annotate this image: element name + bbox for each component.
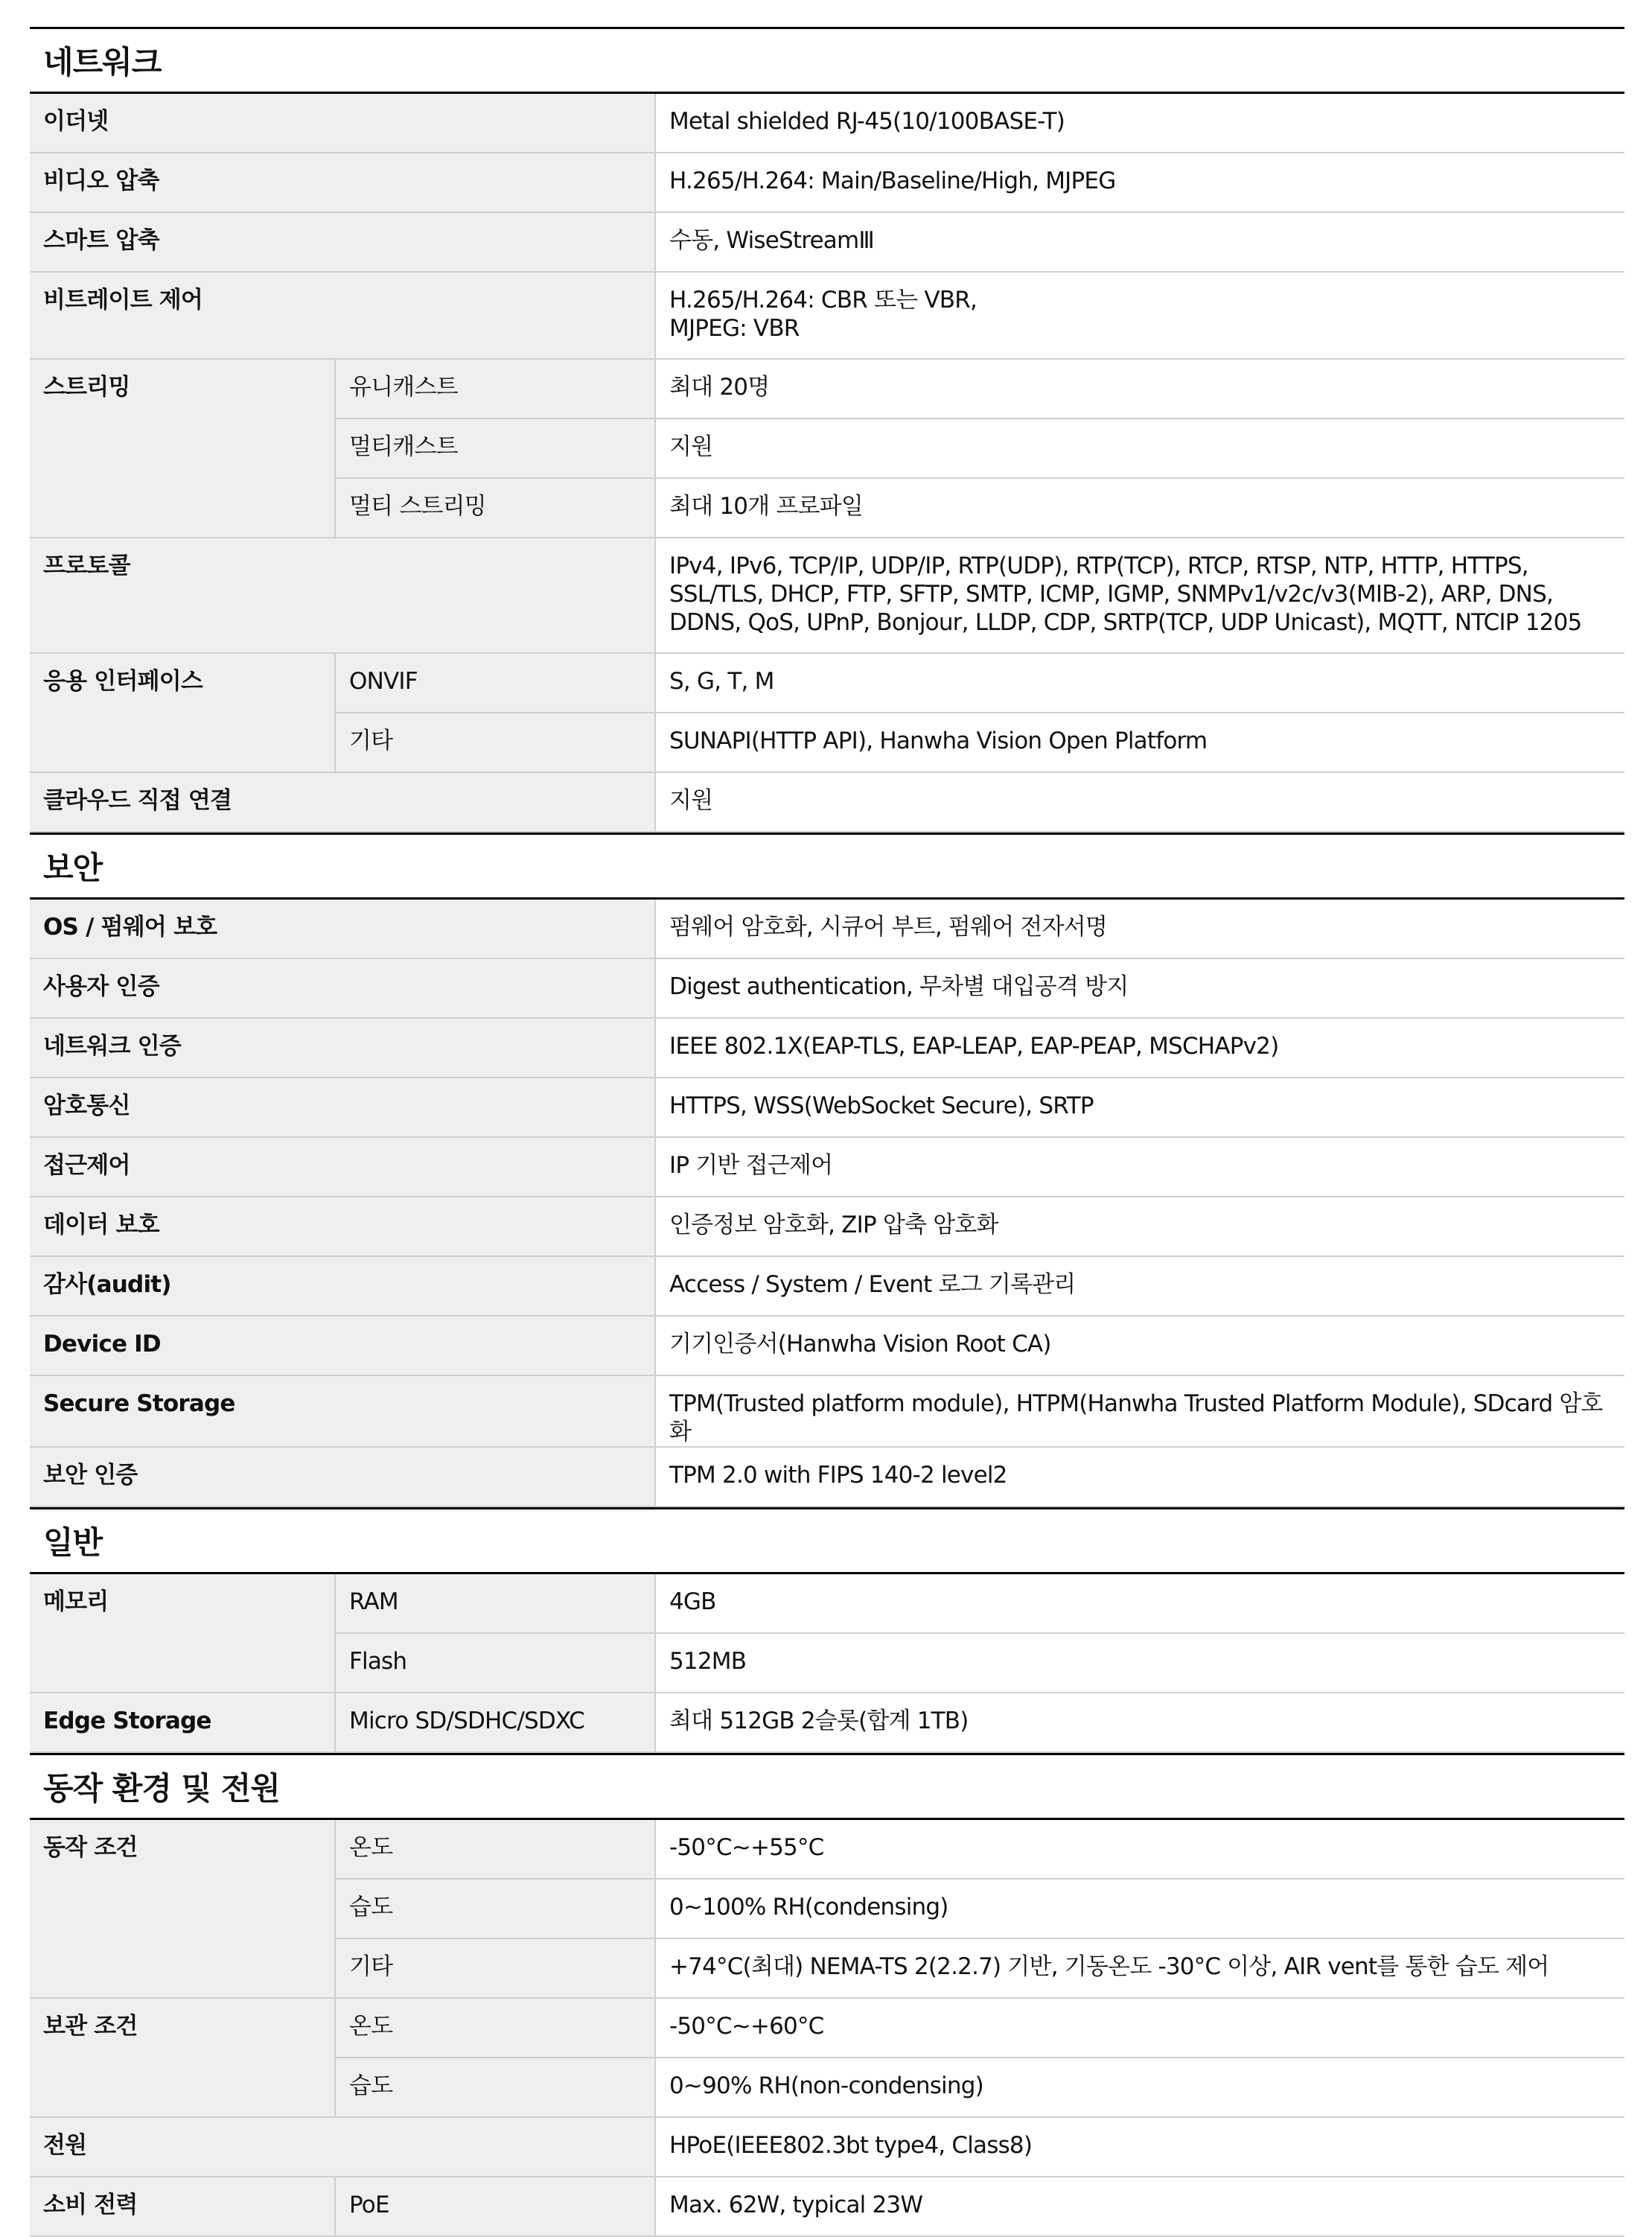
- spec-value: HTTPS, WSS(WebSocket Secure), SRTP: [655, 1078, 1624, 1137]
- section-title: 동작 환경 및 전원: [30, 1753, 1624, 1820]
- table-row: [30, 653, 1624, 713]
- spec-label: 프로토콜: [30, 538, 655, 653]
- spec-label: 비트레이트 제어: [30, 272, 655, 359]
- spec-label: 메모리: [30, 1574, 335, 1693]
- table-row: [30, 1256, 1624, 1316]
- table-row: [30, 1447, 1624, 1506]
- spec-sublabel: 온도: [335, 1998, 655, 2058]
- spec-sheet: [30, 27, 1624, 2237]
- spec-value: -50°C~+60°C: [655, 1998, 1624, 2058]
- spec-value: S, G, T, M: [655, 653, 1624, 713]
- table-row: [30, 958, 1624, 1018]
- table-row: [30, 1820, 1624, 1879]
- spec-value: TPM 2.0 with FIPS 140-2 level2: [655, 1447, 1624, 1506]
- spec-label: 네트워크 인증: [30, 1018, 655, 1078]
- table-row: [30, 94, 1624, 153]
- spec-value: 지원: [655, 419, 1624, 478]
- spec-sublabel: 유니캐스트: [335, 359, 655, 419]
- spec-label: 보안 인증: [30, 1447, 655, 1506]
- table-row: [30, 1018, 1624, 1078]
- spec-value: +74°C(최대) NEMA-TS 2(2.2.7) 기반, 기동온도 -30°C 이상, AIR vent를 통한 습도 제어: [655, 1938, 1624, 1998]
- spec-label: 클라우드 직접 연결: [30, 772, 655, 832]
- table-row: [30, 772, 1624, 832]
- spec-sublabel: 기타: [335, 1938, 655, 1998]
- spec-value: IP 기반 접근제어: [655, 1137, 1624, 1197]
- spec-label: 스마트 압축: [30, 212, 655, 272]
- spec-sublabel: 멀티 스트리밍: [335, 478, 655, 538]
- table-row: [30, 538, 1624, 653]
- spec-value: 수동, WiseStreamⅢ: [655, 212, 1624, 272]
- spec-value: 인증정보 암호화, ZIP 압축 암호화: [655, 1197, 1624, 1256]
- table-row: [30, 212, 1624, 272]
- spec-label: Secure Storage: [30, 1375, 655, 1447]
- table-row: [30, 1316, 1624, 1375]
- spec-value: 최대 512GB 2슬롯(합계 1TB): [655, 1693, 1624, 1752]
- spec-table: [30, 94, 1624, 833]
- table-row: [30, 1574, 1624, 1633]
- spec-value: HPoE(IEEE802.3bt type4, Class8): [655, 2117, 1624, 2177]
- spec-value: -50°C~+55°C: [655, 1820, 1624, 1879]
- spec-value: Max. 62W, typical 23W: [655, 2177, 1624, 2236]
- spec-sublabel: 멀티캐스트: [335, 419, 655, 478]
- spec-value: Digest authentication, 무차별 대입공격 방지: [655, 958, 1624, 1018]
- spec-value: TPM(Trusted platform module), HTPM(Hanwha Trusted Platform Module), SDcard 암호화: [655, 1375, 1624, 1447]
- spec-value: 0~90% RH(non-condensing): [655, 2058, 1624, 2117]
- table-row: [30, 2177, 1624, 2236]
- spec-sublabel: RAM: [335, 1574, 655, 1633]
- table-row: [30, 2117, 1624, 2177]
- spec-value: H.265/H.264: Main/Baseline/High, MJPEG: [655, 153, 1624, 212]
- table-row: [30, 272, 1624, 359]
- table-row: [30, 359, 1624, 419]
- spec-sublabel: Flash: [335, 1633, 655, 1693]
- spec-sublabel: ONVIF: [335, 653, 655, 713]
- table-row: [30, 1693, 1624, 1752]
- spec-value: Metal shielded RJ-45(10/100BASE-T): [655, 94, 1624, 153]
- spec-table: [30, 1820, 1624, 2237]
- spec-label: 암호통신: [30, 1078, 655, 1137]
- spec-label: 접근제어: [30, 1137, 655, 1197]
- spec-label: OS / 펌웨어 보호: [30, 900, 655, 958]
- spec-sublabel: Micro SD/SDHC/SDXC: [335, 1693, 655, 1752]
- spec-table: [30, 900, 1624, 1507]
- spec-label: 비디오 압축: [30, 153, 655, 212]
- spec-sublabel: 온도: [335, 1820, 655, 1879]
- table-row: [30, 1137, 1624, 1197]
- spec-sublabel: 습도: [335, 2058, 655, 2117]
- table-row: [30, 900, 1624, 958]
- section-title: 일반: [30, 1507, 1624, 1574]
- spec-value: 4GB: [655, 1574, 1624, 1633]
- spec-value: 기기인증서(Hanwha Vision Root CA): [655, 1316, 1624, 1375]
- spec-label: 스트리밍: [30, 359, 335, 538]
- spec-sublabel: 기타: [335, 713, 655, 772]
- table-row: [30, 1998, 1624, 2058]
- spec-value: SUNAPI(HTTP API), Hanwha Vision Open Platform: [655, 713, 1624, 772]
- spec-value: H.265/H.264: CBR 또는 VBR, MJPEG: VBR: [655, 272, 1624, 359]
- section-title: 보안: [30, 833, 1624, 900]
- spec-value: Access / System / Event 로그 기록관리: [655, 1256, 1624, 1316]
- spec-value: 512MB: [655, 1633, 1624, 1693]
- spec-label: Edge Storage: [30, 1693, 335, 1752]
- spec-label: 이더넷: [30, 94, 655, 153]
- spec-sublabel: PoE: [335, 2177, 655, 2236]
- spec-label: 보관 조건: [30, 1998, 335, 2117]
- spec-value: 펌웨어 암호화, 시큐어 부트, 펌웨어 전자서명: [655, 900, 1624, 958]
- spec-label: 응용 인터페이스: [30, 653, 335, 772]
- spec-value: IEEE 802.1X(EAP-TLS, EAP-LEAP, EAP-PEAP, MSCHAPv2): [655, 1018, 1624, 1078]
- table-row: [30, 1078, 1624, 1137]
- spec-label: 감사(audit): [30, 1256, 655, 1316]
- spec-value: 최대 20명: [655, 359, 1624, 419]
- spec-value: IPv4, IPv6, TCP/IP, UDP/IP, RTP(UDP), RTP(TCP), RTCP, RTSP, NTP, HTTP, HTTPS, SSL/TLS, DHCP, FTP, SFTP, SMTP, ICMP, IGMP, SNMPv1/v2c/v3(MIB-2), ARP, DNS, DDNS, QoS, UPnP, Bonjour, LLDP, CDP, SRTP(TCP, UDP Unicast), MQTT, NTCIP 1205: [655, 538, 1624, 653]
- spec-sublabel: 습도: [335, 1879, 655, 1938]
- spec-label: 동작 조건: [30, 1820, 335, 1998]
- table-row: [30, 153, 1624, 212]
- spec-label: 데이터 보호: [30, 1197, 655, 1256]
- section-title: 네트워크: [30, 27, 1624, 94]
- spec-value: 최대 10개 프로파일: [655, 478, 1624, 538]
- spec-value: 지원: [655, 772, 1624, 832]
- spec-table: [30, 1574, 1624, 1753]
- spec-label: 사용자 인증: [30, 958, 655, 1018]
- spec-value: 0~100% RH(condensing): [655, 1879, 1624, 1938]
- spec-label: 전원: [30, 2117, 655, 2177]
- table-row: [30, 1375, 1624, 1447]
- spec-label: Device ID: [30, 1316, 655, 1375]
- spec-label: 소비 전력: [30, 2177, 335, 2236]
- table-row: [30, 1197, 1624, 1256]
